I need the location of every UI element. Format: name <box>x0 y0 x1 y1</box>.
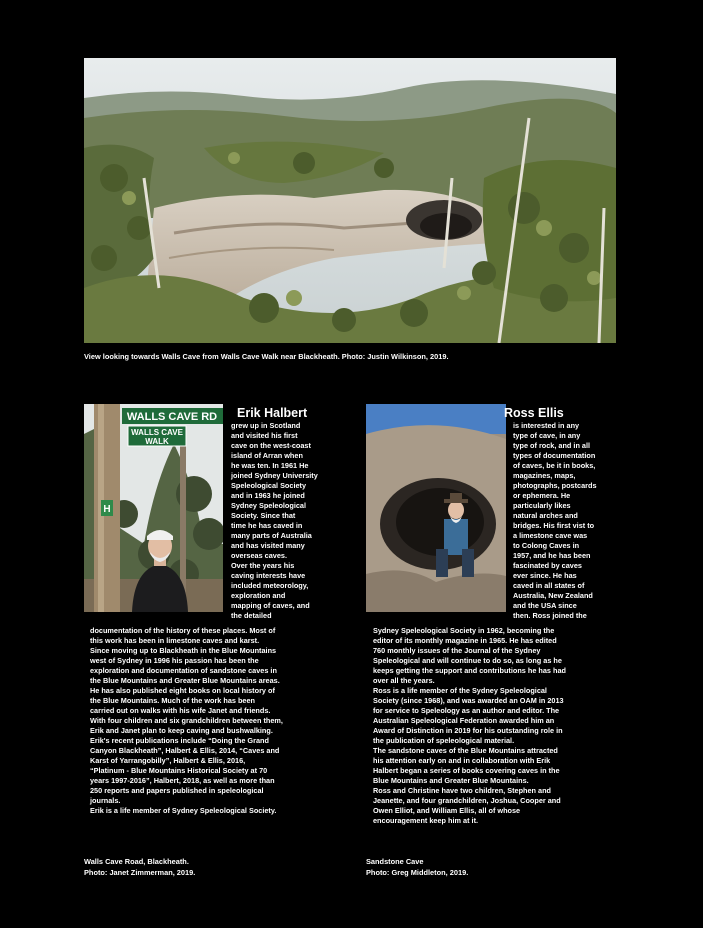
ross-bio-full: Sydney Speleological Society in 1962, becoming the editor of its monthly magazine in 1965. He has edited 760 monthly issues of the Journal of the Sydney Speleological and will continue to do so, as long as he keeps getting the support and contributions he has had over all the years. Ross is a life member of the Sydney Speleological Society (since 1968), and was awarded an OAM in 2013 for service to Speleology as an author and editor. The Australian Speleological Federation awarded him an Award of Distinction in 2019 for his outstanding role in the publication of speleological material. The sandstone caves of the Blue Mountains attracted his attention early on and in collaboration with Erik Halbert began a series of books covering caves in the Blue Mountains and Greater Blue Mountains. Ross and Christine have two children, Stephen and Jeanette, and four grandchildren, Joshua, Cooper and Owen Elliot, and William Ellis, all of whose encouragement keep him at it. <box>373 626 566 826</box>
sign-bottom-text-2: WALK <box>145 437 169 446</box>
sign-bottom-text-1: WALLS CAVE <box>131 428 183 437</box>
erik-name: Erik Halbert <box>237 406 308 420</box>
erik-bio-full: documentation of the history of these places. Most of this work has been in limestone caves and karst. Since moving up to Blackheath in the Blue Mountains west of Sydney in 1996 his passion has been the exploration and documentation of sandstone caves in the Blue Mountains and Greater Blue Mountains areas. He has also published eight books on local history of the Blue Mountains. Much of the work has been carried out on walks with his wife Janet and friends. With four children and six grandchildren between them, Erik and Janet plan to keep caving and bushwalking. Erik's recent publications include “Doing the Grand Canyon Blackheath”, Halbert & Ellis, 2014, “Caves and Karst of Yarrangobilly”, Halbert & Ellis, 2016, “Platinum - Blue Mountains Historical Society at 70 years 1997-2016”, Halbert, 2018, as well as more than 250 reports and papers published in speleological journals. Erik is a life member of Sydney Speleological Society. <box>90 626 283 816</box>
erik-photo-caption: Walls Cave Road, Blackheath. Photo: Janet Zimmerman, 2019. <box>84 857 196 877</box>
walls-cave-road-photo <box>84 404 223 612</box>
sandstone-cave-photo <box>366 404 506 612</box>
walls-cave-photo <box>84 58 616 343</box>
ross-name: Ross Ellis <box>504 406 564 420</box>
pole-marker-text: H <box>103 504 111 515</box>
ross-bio-wrap: is interested in any type of cave, in any type of rock, and in all types of documentation of caves, be it in books, magazines, maps, photographs, postcards or ephemera. He particularly likes natural arches and bridges. His first vist to a limestone cave was to Colong Caves in 1957, and he has been fascinated by caves ever since. He has caved in all states of Australia, New Zealand and the USA since then. Ross joined the <box>513 421 597 621</box>
ross-photo-caption: Sandstone Cave Photo: Greg Middleton, 2019. <box>366 857 469 877</box>
erik-bio-wrap: grew up in Scotland and visited his first cave on the west-coast island of Arran when he was ten. In 1961 He joined Sydney University Speleological Society and in 1963 he joined Sydney Speleological Society. Since that time he has caved in many parts of Australia and has visited many overseas caves. Over the years his caving interests have included meteorology, exploration and mapping of caves, and the detailed <box>231 421 318 621</box>
sign-top-text: WALLS CAVE RD <box>126 411 218 423</box>
top-photo-caption: View looking towards Walls Cave from Walls Cave Walk near Blackheath. Photo: Justin Wilkinson, 2019. <box>84 352 449 361</box>
